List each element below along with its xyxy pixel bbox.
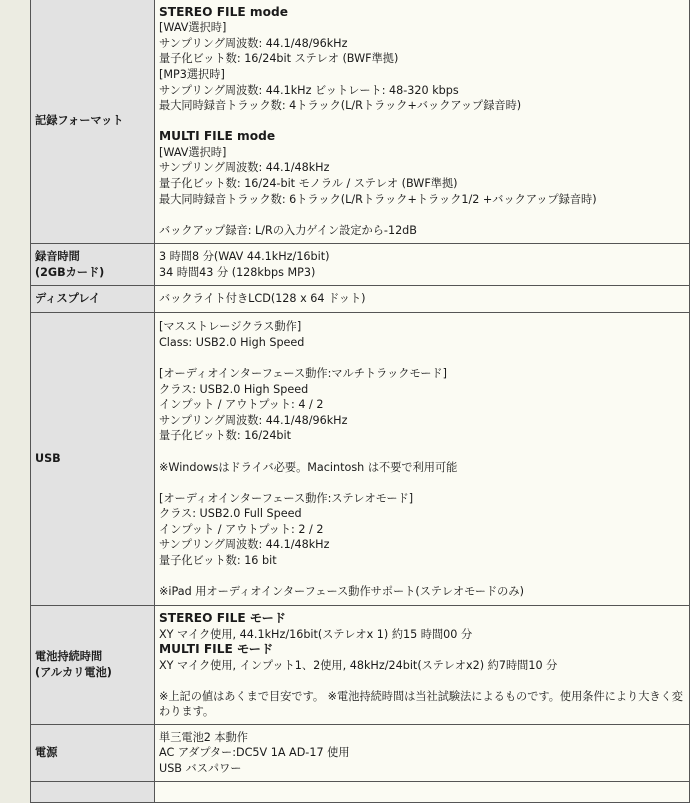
table-row bbox=[31, 782, 690, 803]
recording-format-label: 記録フォーマット bbox=[35, 114, 124, 128]
table-row bbox=[31, 0, 690, 244]
usb-label: USB bbox=[35, 452, 61, 466]
spec-table bbox=[30, 0, 690, 803]
table-row bbox=[31, 313, 690, 606]
text-line: 量子化ビット数: 16/24-bit モノラル / ステレオ (BWF準拠) bbox=[159, 177, 458, 191]
text-line: [WAV選択時] bbox=[159, 21, 227, 35]
text-line: [マスストレージクラス動作] bbox=[159, 320, 302, 334]
text-line: XY マイク使用, 44.1kHz/16bit(ステレオx 1) 約15 時間00 分 bbox=[159, 627, 473, 641]
table-row bbox=[31, 286, 690, 313]
text-line: USB バスパワー bbox=[159, 761, 242, 775]
text-line: [オーディオインターフェース動作:ステレオモード] bbox=[159, 491, 414, 505]
text-line: インプット / アウトプット: 2 / 2 bbox=[159, 522, 324, 536]
row-label bbox=[31, 782, 155, 803]
battery-life-label: 電池持続時間 bbox=[35, 650, 103, 664]
row-label bbox=[31, 0, 155, 244]
row-label bbox=[31, 244, 155, 286]
text-line: 量子化ビット数: 16 bit bbox=[159, 554, 277, 568]
text-line: [WAV選択時] bbox=[159, 145, 227, 159]
text-line: クラス: USB2.0 High Speed bbox=[159, 382, 309, 396]
text-line: 最大同時録音トラック数: 4トラック(L/Rトラック+バックアップ録音時) bbox=[159, 99, 522, 113]
text-line: サンプリング周波数: 44.1/48/96kHz bbox=[159, 413, 348, 427]
power-label: 電源 bbox=[35, 746, 58, 760]
row-value bbox=[155, 0, 690, 244]
battery-life-sublabel: (アルカリ電池) bbox=[35, 666, 112, 679]
row-value bbox=[155, 244, 690, 286]
row-value bbox=[155, 725, 690, 782]
table-row bbox=[31, 725, 690, 782]
row-value bbox=[155, 286, 690, 313]
stereo-file-mode-title: STEREO FILE mode bbox=[159, 4, 288, 19]
text-line: 最大同時録音トラック数: 6トラック(L/Rトラック+トラック1/2 +バックアップ録音時) bbox=[159, 192, 597, 206]
table-row bbox=[31, 244, 690, 286]
text-line: [オーディオインターフェース動作:マルチトラックモード] bbox=[159, 366, 447, 380]
text-line: ※iPad 用オーディオインターフェース動作サポート(ステレオモードのみ) bbox=[159, 585, 524, 599]
text-line: バックライト付きLCD(128 x 64 ドット) bbox=[159, 292, 366, 306]
row-value bbox=[155, 782, 690, 803]
text-line: 量子化ビット数: 16/24bit bbox=[159, 429, 292, 443]
text-line: 34 時間43 分 (128kbps MP3) bbox=[159, 265, 316, 279]
multi-file-mode-title: MULTI FILE mode bbox=[159, 129, 276, 144]
text-line: インプット / アウトプット: 4 / 2 bbox=[159, 398, 324, 412]
text-line: AC アダプター:DC5V 1A AD-17 使用 bbox=[159, 746, 350, 760]
battery-note: ※上記の値はあくまで目安です。 ※電池持続時間は当社試験法によるものです。使用条件により大きく変わります。 bbox=[159, 689, 683, 719]
multi-file-mode-title: MULTI FILE モード bbox=[159, 642, 274, 657]
text-line: バックアップ録音: L/Rの入力ゲイン設定から-12dB bbox=[159, 223, 417, 237]
row-label bbox=[31, 606, 155, 725]
row-label bbox=[31, 725, 155, 782]
text-line: [MP3選択時] bbox=[159, 67, 225, 81]
text-line: サンプリング周波数: 44.1/48kHz bbox=[159, 161, 330, 175]
display-label: ディスプレイ bbox=[35, 292, 101, 306]
text-line: XY マイク使用, インプット1、2使用, 48kHz/24bit(ステレオx2) 約7時間10 分 bbox=[159, 658, 558, 672]
text-line: Class: USB2.0 High Speed bbox=[159, 335, 305, 349]
text-line: サンプリング周波数: 44.1kHz ビットレート: 48-320 kbps bbox=[159, 83, 459, 97]
table-row bbox=[31, 606, 690, 725]
stereo-file-mode-title: STEREO FILE モード bbox=[159, 610, 286, 625]
text-line: サンプリング周波数: 44.1/48/96kHz bbox=[159, 36, 348, 50]
recording-time-label: 録音時間 bbox=[35, 249, 80, 263]
text-line: クラス: USB2.0 Full Speed bbox=[159, 507, 302, 521]
row-label bbox=[31, 313, 155, 606]
row-label bbox=[31, 286, 155, 313]
text-line: 3 時間8 分(WAV 44.1kHz/16bit) bbox=[159, 249, 330, 263]
text-line: 量子化ビット数: 16/24bit ステレオ (BWF準拠) bbox=[159, 52, 399, 66]
row-value bbox=[155, 313, 690, 606]
text-line: サンプリング周波数: 44.1/48kHz bbox=[159, 538, 330, 552]
row-value bbox=[155, 606, 690, 725]
text-line: ※Windowsはドライバ必要。Macintosh は不要で利用可能 bbox=[159, 460, 458, 474]
recording-time-sublabel: (2GBカード) bbox=[35, 265, 105, 279]
text-line: 単三電池2 本動作 bbox=[159, 730, 248, 744]
